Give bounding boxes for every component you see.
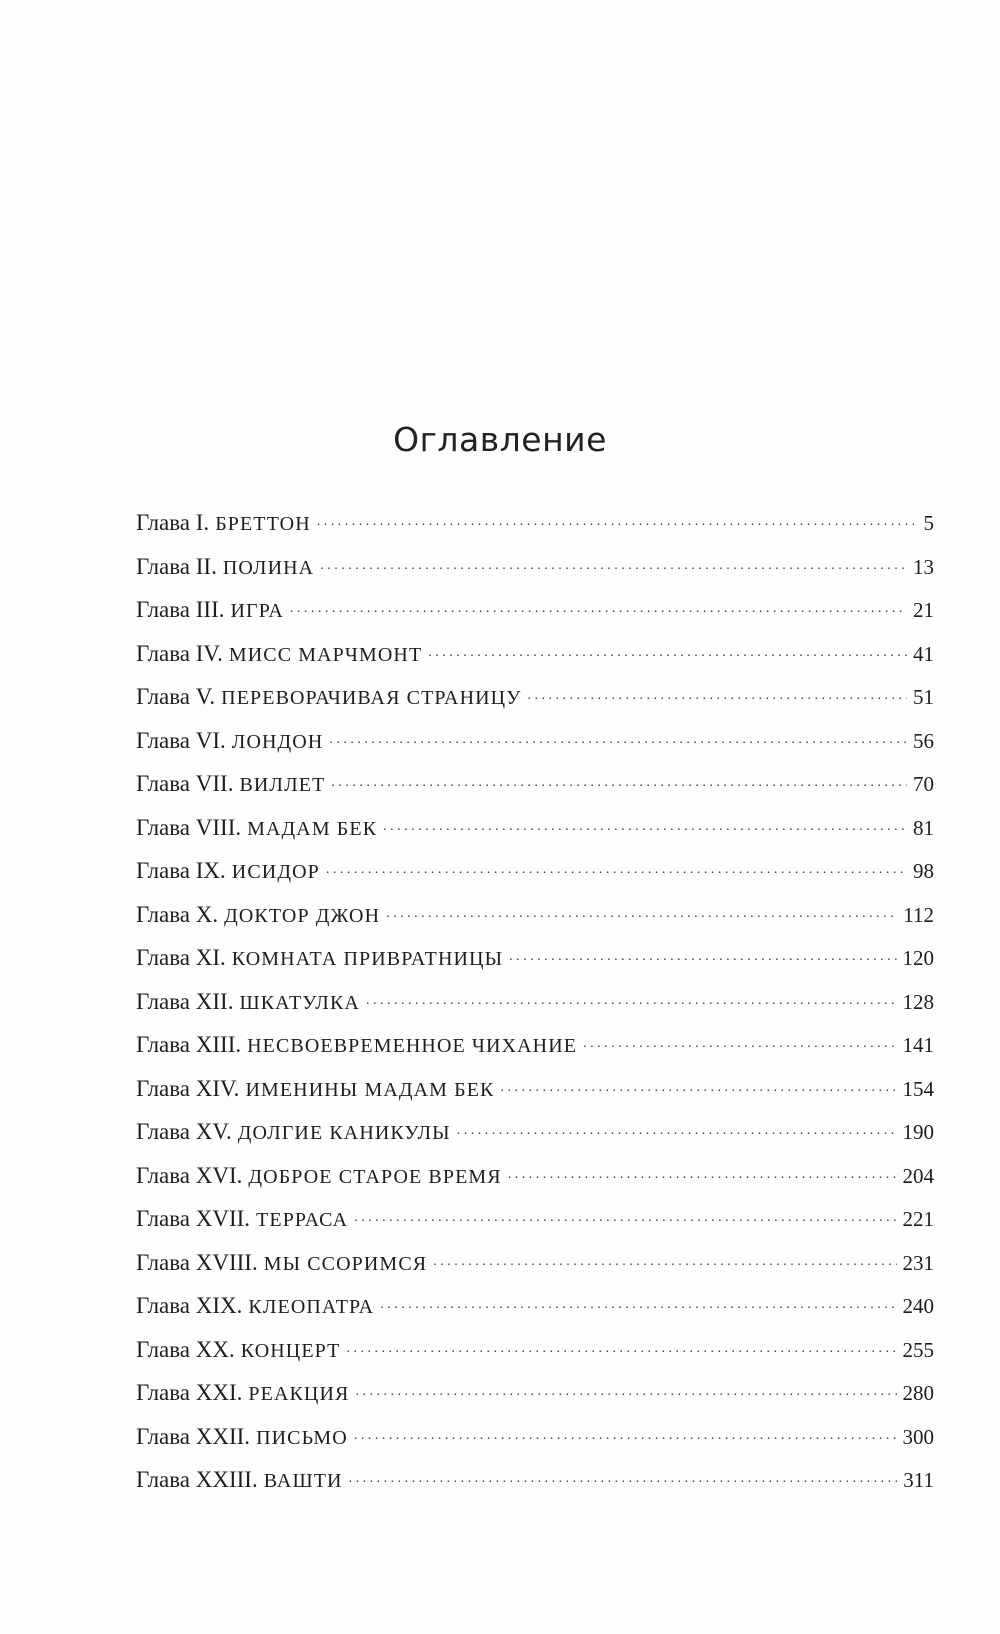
toc-page-number: 56 bbox=[913, 728, 934, 753]
toc-chapter-number: Глава V. bbox=[136, 684, 216, 709]
toc-chapter-title: ПИСЬМО bbox=[256, 1426, 348, 1449]
toc-entry bbox=[136, 1204, 934, 1248]
toc-page-number: 204 bbox=[902, 1163, 934, 1188]
dot-leader bbox=[508, 1161, 897, 1183]
dot-leader bbox=[346, 1335, 896, 1357]
toc-chapter-number: Глава XVI. bbox=[136, 1162, 243, 1188]
toc-page-number: 255 bbox=[902, 1337, 934, 1362]
toc-entry bbox=[136, 1030, 934, 1074]
dot-leader bbox=[457, 1117, 897, 1139]
dot-leader bbox=[583, 1030, 896, 1052]
toc-chapter-title: ВИЛЛЕТ bbox=[239, 774, 326, 796]
toc-chapter-title: ШКАТУЛКА bbox=[239, 991, 360, 1014]
toc-page-number: 128 bbox=[902, 989, 934, 1014]
toc-chapter-title: ИМЕНИНЫ МАДАМ БЕК bbox=[245, 1078, 495, 1101]
toc-chapter-title: МИСС МАРЧМОНТ bbox=[228, 643, 423, 666]
dot-leader bbox=[380, 1291, 896, 1313]
toc-entry-label bbox=[136, 902, 380, 928]
toc-chapter-number: Глава XX. bbox=[136, 1336, 235, 1362]
toc-chapter-number: Глава XXII. bbox=[136, 1423, 251, 1449]
toc-page-number: 221 bbox=[902, 1207, 934, 1231]
toc-entry bbox=[136, 1248, 934, 1292]
toc-chapter-title: МЫ ССОРИМСЯ bbox=[263, 1252, 428, 1275]
toc-entry-label bbox=[136, 1250, 427, 1276]
toc-page-number: 98 bbox=[913, 859, 934, 883]
toc-chapter-number: Глава IX. bbox=[136, 858, 226, 883]
toc-entry bbox=[136, 1378, 934, 1422]
dot-leader bbox=[331, 769, 907, 791]
toc-chapter-number: Глава XII. bbox=[136, 988, 234, 1014]
dot-leader bbox=[509, 943, 896, 965]
toc-entry-label bbox=[136, 771, 325, 797]
toc-entry bbox=[136, 856, 934, 900]
toc-entry bbox=[136, 595, 934, 639]
toc-entry-label bbox=[136, 684, 522, 710]
toc-entry-label bbox=[136, 1380, 349, 1406]
toc-entry bbox=[136, 943, 934, 987]
toc-entry-label bbox=[136, 989, 360, 1015]
toc-entry bbox=[136, 1117, 934, 1161]
toc-entry-label bbox=[136, 815, 377, 841]
toc-chapter-number: Глава XXIII. bbox=[136, 1467, 258, 1492]
toc-page-number: 5 bbox=[923, 511, 934, 535]
toc-chapter-title: ИСИДОР bbox=[231, 861, 320, 883]
toc-page-number: 311 bbox=[903, 1468, 934, 1492]
toc-page-number: 41 bbox=[913, 641, 934, 666]
toc-chapter-number: Глава XIX. bbox=[136, 1293, 243, 1318]
toc-chapter-title: ДОЛГИЕ КАНИКУЛЫ bbox=[237, 1122, 451, 1144]
toc-entry bbox=[136, 769, 934, 813]
toc-entry bbox=[136, 682, 934, 726]
toc-entry bbox=[136, 1465, 934, 1509]
toc-entry-label bbox=[136, 1424, 348, 1450]
dot-leader bbox=[317, 508, 914, 530]
toc-page-number: 13 bbox=[913, 554, 934, 579]
toc-chapter-title: КОНЦЕРТ bbox=[240, 1339, 341, 1362]
toc-page-number: 240 bbox=[902, 1294, 934, 1318]
toc-entry bbox=[136, 1291, 934, 1335]
toc-entry bbox=[136, 508, 934, 552]
dot-leader bbox=[433, 1248, 896, 1270]
toc-chapter-number: Глава I. bbox=[136, 510, 210, 535]
page-title: Оглавление bbox=[393, 420, 607, 459]
toc-entry bbox=[136, 726, 934, 770]
toc-chapter-number: Глава XIII. bbox=[136, 1032, 242, 1057]
toc-chapter-number: Глава IV. bbox=[136, 640, 223, 666]
toc-chapter-title: БРЕТТОН bbox=[215, 513, 311, 535]
toc-entry bbox=[136, 1335, 934, 1379]
toc-page-number: 70 bbox=[913, 772, 934, 796]
toc-entry-label bbox=[136, 858, 320, 884]
toc-entry bbox=[136, 552, 934, 596]
toc-entry-label bbox=[136, 641, 422, 667]
table-of-contents bbox=[136, 508, 934, 1509]
toc-chapter-title: ПЕРЕВОРАЧИВАЯ СТРАНИЦУ bbox=[221, 687, 522, 709]
toc-entry-label bbox=[136, 597, 284, 623]
toc-chapter-title: ПОЛИНА bbox=[222, 556, 315, 579]
toc-entry-label bbox=[136, 510, 311, 536]
toc-entry bbox=[136, 900, 934, 944]
toc-page-number: 21 bbox=[913, 598, 934, 622]
toc-entry-label bbox=[136, 728, 323, 754]
toc-chapter-number: Глава XVIII. bbox=[136, 1249, 258, 1275]
dot-leader bbox=[501, 1074, 897, 1096]
toc-entry-label bbox=[136, 1119, 451, 1145]
dot-leader bbox=[354, 1204, 896, 1226]
toc-entry-label bbox=[136, 945, 503, 971]
toc-chapter-number: Глава XXI. bbox=[136, 1380, 243, 1405]
dot-leader bbox=[290, 595, 907, 617]
dot-leader bbox=[355, 1378, 896, 1400]
toc-chapter-number: Глава XV. bbox=[136, 1119, 232, 1144]
toc-page-number: 231 bbox=[902, 1250, 934, 1275]
toc-chapter-number: Глава XI. bbox=[136, 945, 226, 970]
toc-chapter-number: Глава XVII. bbox=[136, 1206, 251, 1231]
toc-chapter-number: Глава VI. bbox=[136, 727, 226, 753]
toc-chapter-title: ДОКТОР ДЖОН bbox=[224, 904, 381, 927]
dot-leader bbox=[354, 1422, 897, 1444]
toc-chapter-title: МАДАМ БЕК bbox=[247, 817, 378, 840]
toc-entry-label bbox=[136, 1206, 348, 1232]
toc-entry bbox=[136, 1074, 934, 1118]
toc-entry bbox=[136, 987, 934, 1031]
toc-entry bbox=[136, 1161, 934, 1205]
dot-leader bbox=[329, 726, 907, 748]
toc-chapter-title: ДОБРОЕ СТАРОЕ ВРЕМЯ bbox=[248, 1165, 502, 1188]
toc-entry-label bbox=[136, 1076, 495, 1102]
toc-chapter-number: Глава II. bbox=[136, 553, 217, 579]
toc-chapter-number: Глава X. bbox=[136, 901, 219, 927]
toc-page-number: 280 bbox=[902, 1381, 934, 1405]
toc-page-number: 81 bbox=[913, 815, 934, 840]
toc-chapter-number: Глава III. bbox=[136, 597, 225, 622]
dot-leader bbox=[383, 813, 907, 835]
toc-chapter-title: НЕСВОЕВРЕМЕННОЕ ЧИХАНИЕ bbox=[247, 1035, 578, 1057]
dot-leader bbox=[528, 682, 908, 704]
toc-entry-label bbox=[136, 1293, 374, 1319]
toc-chapter-number: Глава VIII. bbox=[136, 814, 242, 840]
toc-entry-label bbox=[136, 1337, 340, 1363]
toc-entry-label bbox=[136, 1467, 343, 1493]
toc-page-number: 141 bbox=[902, 1033, 934, 1057]
toc-chapter-title: РЕАКЦИЯ bbox=[248, 1383, 350, 1405]
toc-entry-label bbox=[136, 1163, 502, 1189]
toc-entry bbox=[136, 1422, 934, 1466]
toc-page-number: 154 bbox=[902, 1076, 934, 1101]
toc-entry-label bbox=[136, 1032, 577, 1058]
toc-chapter-number: Глава VII. bbox=[136, 771, 234, 796]
toc-page-number: 120 bbox=[902, 946, 934, 970]
toc-entry bbox=[136, 813, 934, 857]
dot-leader bbox=[320, 552, 907, 574]
dot-leader bbox=[349, 1465, 898, 1487]
toc-chapter-title: КОМНАТА ПРИВРАТНИЦЫ bbox=[231, 948, 504, 970]
toc-chapter-title: ТЕРРАСА bbox=[256, 1209, 349, 1231]
toc-page-number: 112 bbox=[903, 902, 934, 927]
toc-entry bbox=[136, 639, 934, 683]
toc-chapter-title: ИГРА bbox=[230, 600, 284, 622]
toc-chapter-title: ЛОНДОН bbox=[231, 730, 324, 753]
dot-leader bbox=[428, 639, 907, 661]
dot-leader bbox=[326, 856, 907, 878]
toc-page-number: 51 bbox=[913, 685, 934, 709]
toc-page-number: 300 bbox=[902, 1424, 934, 1449]
toc-chapter-number: Глава XIV. bbox=[136, 1075, 240, 1101]
dot-leader bbox=[386, 900, 897, 922]
toc-entry-label bbox=[136, 554, 314, 580]
toc-page-number: 190 bbox=[902, 1120, 934, 1144]
toc-chapter-title: КЛЕОПАТРА bbox=[248, 1296, 375, 1318]
dot-leader bbox=[366, 987, 897, 1009]
toc-chapter-title: ВАШТИ bbox=[263, 1470, 343, 1492]
